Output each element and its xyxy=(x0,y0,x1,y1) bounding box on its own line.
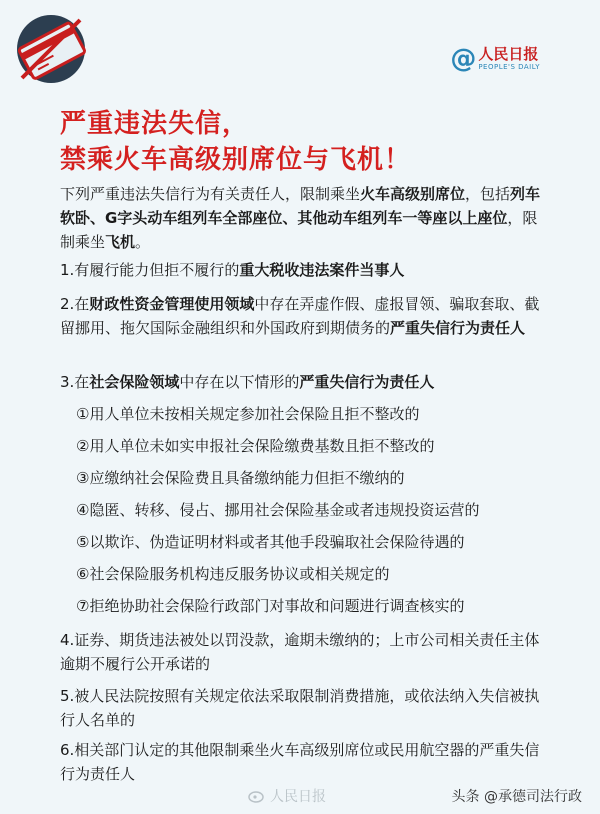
item-text: 中存在弄虚作假、虚报冒领、骗取套取、截留挪用、拖欠国际金融组织和外国政府到期债务的 xyxy=(60,295,540,337)
people-daily-logo xyxy=(450,44,540,74)
sub-item-5: ⑤以欺诈、伪造证明材料或者其他手段骗取社会保险待遇的 xyxy=(76,533,465,551)
intro-highlight: 列车软卧、G字头动车组列车全部座位、其他动车组列车一等座以上座位 xyxy=(60,185,541,227)
brand-subtitle: PEOPLE'S DAILY xyxy=(478,63,540,71)
brand-name: 人民日报 xyxy=(478,45,539,63)
sub-item-7: ⑦拒绝协助社会保险行政部门对事故和问题进行调查核实的 xyxy=(76,597,465,615)
sub-item-2: ②用人单位未如实申报社会保险缴费基数且拒不整改的 xyxy=(76,437,435,455)
item-text: 2.在 xyxy=(60,295,90,313)
item-highlight: 财政性资金管理使用领域 xyxy=(89,295,255,313)
list-item-1 xyxy=(60,258,550,282)
weibo-watermark xyxy=(248,786,326,806)
sub-item-6: ⑥社会保险服务机构违反服务协议或相关规定的 xyxy=(76,565,390,583)
item-text: 中存在以下情形的 xyxy=(179,373,300,391)
intro-text: 。 xyxy=(135,233,151,251)
sub-item-1: ①用人单位未按相关规定参加社会保险且拒不整改的 xyxy=(76,405,420,423)
intro-highlight: 飞机 xyxy=(105,233,136,251)
source-attribution: 头条 @承德司法行政 xyxy=(451,789,582,805)
weibo-icon xyxy=(248,789,266,803)
intro-highlight: 火车高级别席位 xyxy=(360,185,466,203)
list-item-2 xyxy=(60,292,550,340)
item-highlight: 社会保险领域 xyxy=(89,373,180,391)
item-highlight: 严重失信行为责任人 xyxy=(299,373,435,391)
item-text: 3.在 xyxy=(60,373,90,391)
sub-item-3: ③应缴纳社会保险费且具备缴纳能力但拒不缴纳的 xyxy=(76,469,405,487)
page-title xyxy=(60,106,411,178)
weibo-text: 人民日报 xyxy=(270,789,326,805)
list-item-4: 4.证券、期货违法被处以罚没款，逾期未缴纳的；上市公司相关责任主体逾期不履行公开承诺的 xyxy=(60,631,540,673)
intro-paragraph xyxy=(60,182,550,254)
list-item-3 xyxy=(60,370,550,394)
title-line-2: 禁乘火车高级别席位与飞机！ xyxy=(60,145,412,175)
item-highlight: 重大税收违法案件当事人 xyxy=(239,261,405,279)
intro-text: ，限制乘坐 xyxy=(60,209,538,251)
intro-text: ，包括 xyxy=(465,185,511,203)
credit-card-icon xyxy=(8,6,94,92)
intro-text: 下列严重违法失信行为有关责任人，限制乘坐 xyxy=(60,185,361,203)
item-text: 1.有履行能力但拒不履行的 xyxy=(60,261,240,279)
list-item-5: 5.被人民法院按照有关规定依法采取限制消费措施，或依法纳入失信被执行人名单的 xyxy=(60,687,540,729)
title-line-1: 严重违法失信， xyxy=(60,109,250,139)
at-icon: @ xyxy=(450,44,477,74)
list-item-6: 6.相关部门认定的其他限制乘坐火车高级别席位或民用航空器的严重失信行为责任人 xyxy=(60,741,540,783)
sub-item-4: ④隐匿、转移、侵占、挪用社会保险基金或者违规投资运营的 xyxy=(76,501,480,519)
item-highlight: 严重失信行为责任人 xyxy=(390,319,526,337)
